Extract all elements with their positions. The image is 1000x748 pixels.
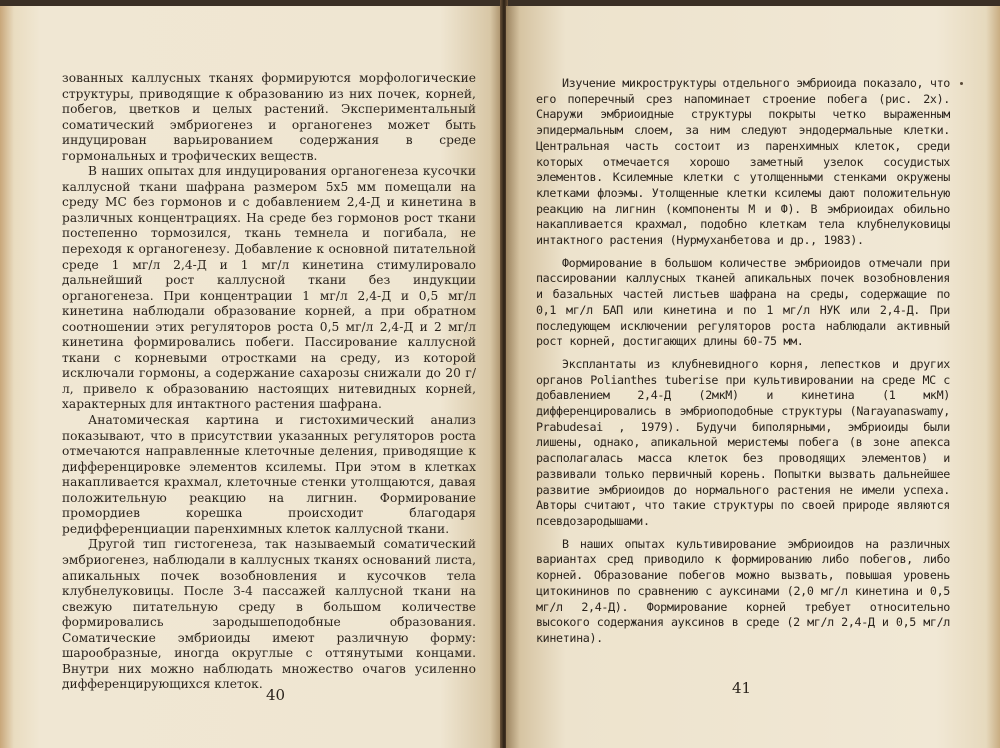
right-page-text bbox=[536, 76, 950, 647]
paragraph: В наших опытах культивирование эмбриоидов на различных вариантах сред приводило к формированию либо побегов, либо корней. Образование побегов можно вызвать, повышая уровень цитокининов по сравнению с ауксинами (2,0 мг/л кинетина и 0,5 мг/л 2,4-Д). Формирование корней требует относительно высокого содержания ауксинов в среде (2 мг/л 2,4-Д и 0,5 мг/л кинетина). bbox=[536, 536, 950, 645]
paragraph: В наших опытах для индуцирования органогенеза кусочки каллусной ткани шафрана размером 5х5 мм помещали на среду МС без гормонов и с добавлением 2,4-Д и кинетина в различных концентрациях. На среде без гормонов рост ткани постепенно тормозился, ткань темнела и погибала, не переходя к органогенезу. Добавление к основной питательной среде 1 мг/л 2,4-Д и 1 мг/л кинетина стимулировало дальнейший рост каллусной ткани без индукции органогенеза. При концентрации 1 мг/л 2,4-Д и 0,5 мг/л кинетина наблюдали образование корней, а при обратном соотношении этих регуляторов роста 0,5 мг/л 2,4-Д и 2 мг/л кинетина формировались побеги. Пассирование каллусной ткани с корневыми отростками на среду, из которой исключали гормоны, а содержание сахарозы снижали до 20 г/л, привело к образованию настоящих нитевидных корней, характерных для интактного растения шафрана. bbox=[62, 164, 476, 412]
page-number-right: 41 bbox=[732, 679, 752, 697]
paragraph: зованных каллусных тканях формируются морфологические структуры, приводящие к образованию из них почек, корней, побегов, цветков и целых растений. Экспериментальный соматический эмбриогенез и органогенез может быть индуцирован варьированием содержания в среде гормональных и трофических веществ. bbox=[62, 71, 476, 163]
paragraph: Анатомическая картина и гистохимический анализ показывают, что в присутствии указанных регуляторов роста отмечаются направленные клеточные деления, приводящие к дифференцировке элементов ксилемы. При этом в клетках накапливается крахмал, клеточные стенки утолщаются, давая положительную реакцию на лигнин. Формирование промордиев корешка происходит благодаря редифференциации паренхимных клеток каллусной ткани. bbox=[62, 413, 476, 536]
left-page-text bbox=[62, 71, 476, 693]
paragraph: Другой тип гистогенеза, так называемый соматический эмбриогенез, наблюдали в каллусных тканях оснований листа, апикальных почек возобновления и кусочков тела клубнелуковицы. После 3-4 пассажей каллусной ткани на свежую питательную среду в большом количестве формировались зародышеподобные образования. Соматические эмбриоиды имеют различную форму: шарообразные, иногда округлые с оттянутыми концами. Внутри них можно наблюдать множество очагов усиленно дифференцирующихся клеток. bbox=[62, 537, 476, 692]
page-number-left: 40 bbox=[266, 686, 286, 704]
paragraph: Формирование в большом количестве эмбриоидов отмечали при пассировании каллусных тканей апикальных почек возобновления и базальных частей листьев шафрана на среды, содержащие по 0,1 мг/л БАП или кинетина и по 1 мг/л НУК или 2,4-Д. При последующем исключении регуляторов роста наблюдали активный рост корней, достигающих длины 60-75 мм. bbox=[536, 255, 950, 349]
print-speck bbox=[960, 82, 963, 85]
paragraph: Эксплантаты из клубневидного корня, лепестков и других органов Polianthes tuberise при культивировании на среде МС с добавлением 2,4-Д (2мкМ) и кинетина (1 мкМ) дифференцировались в эмбриоподобные структуры (Narayanaswamy, Prabudesai , 1979). Будучи биполярными, эмбриоиды были лишены, однако, апикальной меристемы побега (в зоне апекса располагалась масса клеток без проводящих элементов) и развивали только первичный корень. Попытки вызвать дальнейшее развитие эмбриоидов до нормального растения не имели успеха. Авторы считают, что такие структуры по своей природе являются псевдозародышами. bbox=[536, 356, 950, 528]
paragraph: Изучение микроструктуры отдельного эмбриоида показало, что его поперечный срез напоминает строение побега (рис. 2х). Снаружи эмбриоидные структуры покрыты четко выраженным эпидермальным слоем, за ним следуют эндодермальные клетки. Центральная часть состоит из паренхимных клеток, среди которых отмечается хорошо заметный узелок сосудистых элементов. Ксилемные клетки с утолщенными стенками окружены клетками флоэмы. Утолщенные клетки ксилемы дают положительную реакцию на лигнин (компоненты М и Ф). В эмбриоидах обильно накапливается крахмал, подобно клеткам тела клубнелуковицы интактного растения (Нурмуханбетова и др., 1983). bbox=[536, 76, 950, 248]
right-page bbox=[506, 6, 1000, 748]
left-page bbox=[0, 6, 502, 748]
